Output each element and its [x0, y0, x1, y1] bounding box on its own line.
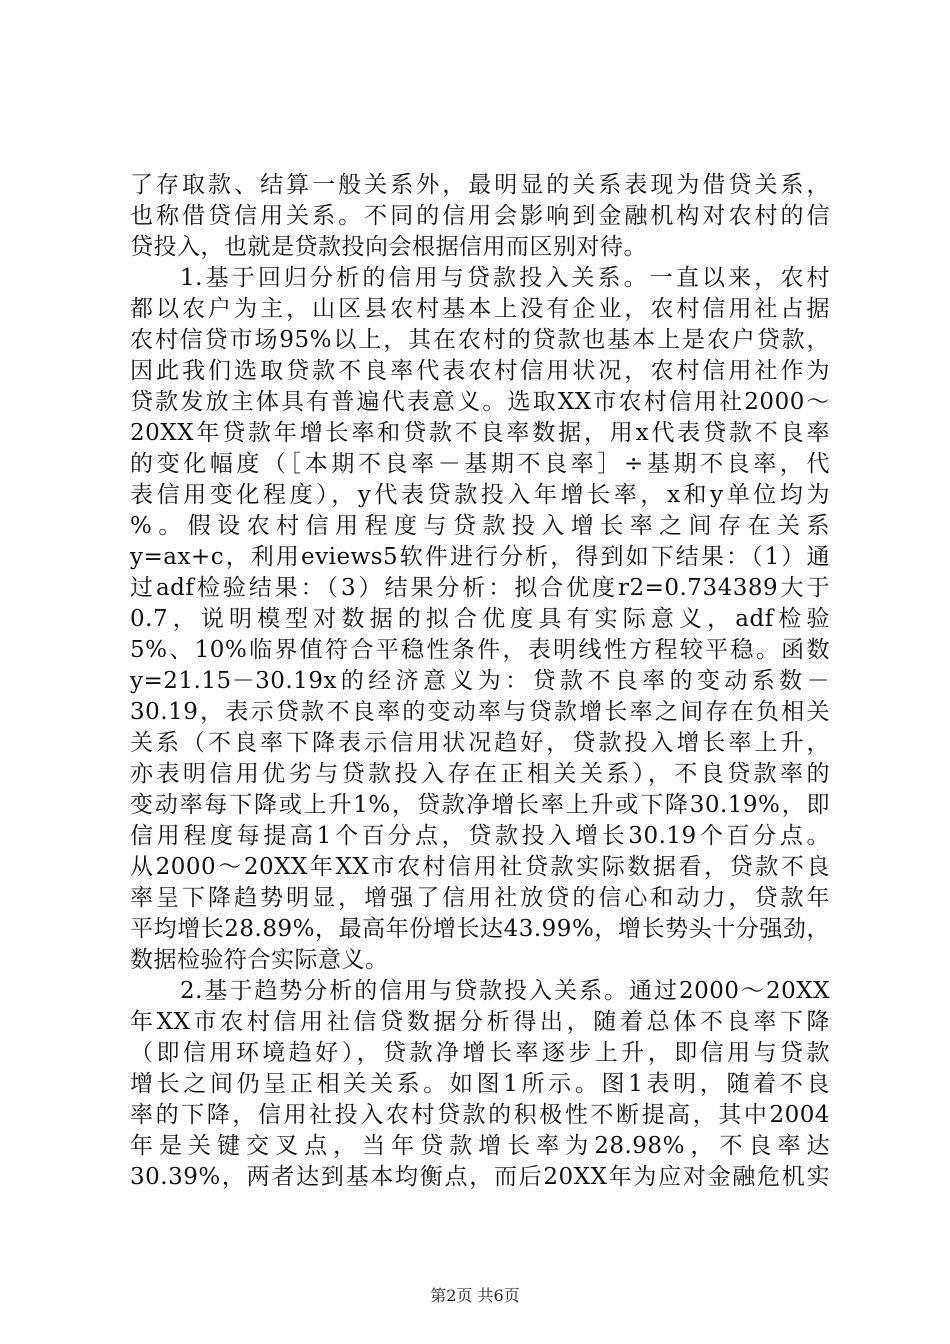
text-line: y=21.15－30.19x的经济意义为：贷款不良率的变动系数－ — [130, 668, 830, 694]
text-line: 贷投入，也就是贷款投向会根据信用而区别对待。 — [130, 234, 647, 260]
text-line: 年是关键交叉点，当年贷款增长率为28.98%，不良率达 — [130, 1133, 830, 1159]
text-line: 数据检验符合实际意义。 — [130, 947, 389, 973]
text-line: 亦表明信用优劣与贷款投入存在正相关关系），不良贷款率的 — [130, 761, 830, 787]
text-line: 关系（不良率下降表示信用状况趋好，贷款投入增长率上升， — [130, 730, 830, 756]
text-line: 率的下降，信用社投入农村贷款的积极性不断提高，其中2004 — [130, 1102, 830, 1128]
text-line: 农村信贷市场95%以上，其在农村的贷款也基本上是农户贷款， — [130, 327, 830, 353]
text-line: 从2000～20XX年XX市农村信用社贷款实际数据看，贷款不良 — [130, 854, 830, 880]
text-line: 30.19，表示贷款不良率的变动率与贷款增长率之间存在负相关 — [130, 699, 830, 725]
text-line: 贷款发放主体具有普遍代表意义。选取XX市农村信用社2000～ — [130, 389, 830, 415]
text-line: 的变化幅度（［本期不良率－基期不良率］÷基期不良率，代 — [130, 451, 830, 477]
text-line: 率呈下降趋势明显，增强了信用社放贷的信心和动力，贷款年 — [130, 885, 830, 911]
paragraph-start-line: 1.基于回归分析的信用与贷款投入关系。一直以来，农村 — [180, 265, 830, 291]
text-line: 平均增长28.89%，最高年份增长达43.99%，增长势头十分强劲， — [130, 916, 830, 942]
text-line: 表信用变化程度），y代表贷款投入年增长率，x和y单位均为 — [130, 482, 830, 508]
text-line: 30.39%，两者达到基本均衡点，而后20XX年为应对金融危机实 — [130, 1164, 830, 1190]
text-line: 了存取款、结算一般关系外，最明显的关系表现为借贷关系， — [130, 172, 830, 198]
text-line: 20XX年贷款年增长率和贷款不良率数据，用x代表贷款不良率 — [130, 420, 830, 446]
text-line: 也称借贷信用关系。不同的信用会影响到金融机构对农村的信 — [130, 203, 830, 229]
paragraph-start-line: 2.基于趋势分析的信用与贷款投入关系。通过2000～20XX — [180, 978, 830, 1004]
text-line: 因此我们选取贷款不良率代表农村信用状况，农村信用社作为 — [130, 358, 830, 384]
text-line: 都以农户为主，山区县农村基本上没有企业，农村信用社占据 — [130, 296, 830, 322]
text-line: 5%、10%临界值符合平稳性条件，表明线性方程较平稳。函数 — [130, 637, 830, 663]
text-line: y=ax+c，利用eviews5软件进行分析，得到如下结果：（1）通 — [130, 544, 830, 570]
page-footer: 第2页 共6页 — [430, 1286, 520, 1305]
text-line: 过adf检验结果：（3）结果分析：拟合优度r2=0.734389大于 — [130, 575, 830, 601]
text-line: 年XX市农村信用社信贷数据分析得出，随着总体不良率下降 — [130, 1009, 830, 1035]
text-line: 0.7，说明模型对数据的拟合优度具有实际意义，adf检验 — [130, 606, 830, 632]
text-line: 信用程度每提高1个百分点，贷款投入增长30.19个百分点。 — [130, 823, 830, 849]
text-line: %。假设农村信用程度与贷款投入增长率之间存在关系 — [130, 513, 830, 539]
text-line: （即信用环境趋好），贷款净增长率逐步上升，即信用与贷款 — [130, 1040, 830, 1066]
text-line: 变动率每下降或上升1%，贷款净增长率上升或下降30.19%，即 — [130, 792, 830, 818]
text-line: 增长之间仍呈正相关关系。如图1所示。图1表明，随着不良 — [130, 1071, 830, 1097]
body-text — [130, 170, 830, 1193]
